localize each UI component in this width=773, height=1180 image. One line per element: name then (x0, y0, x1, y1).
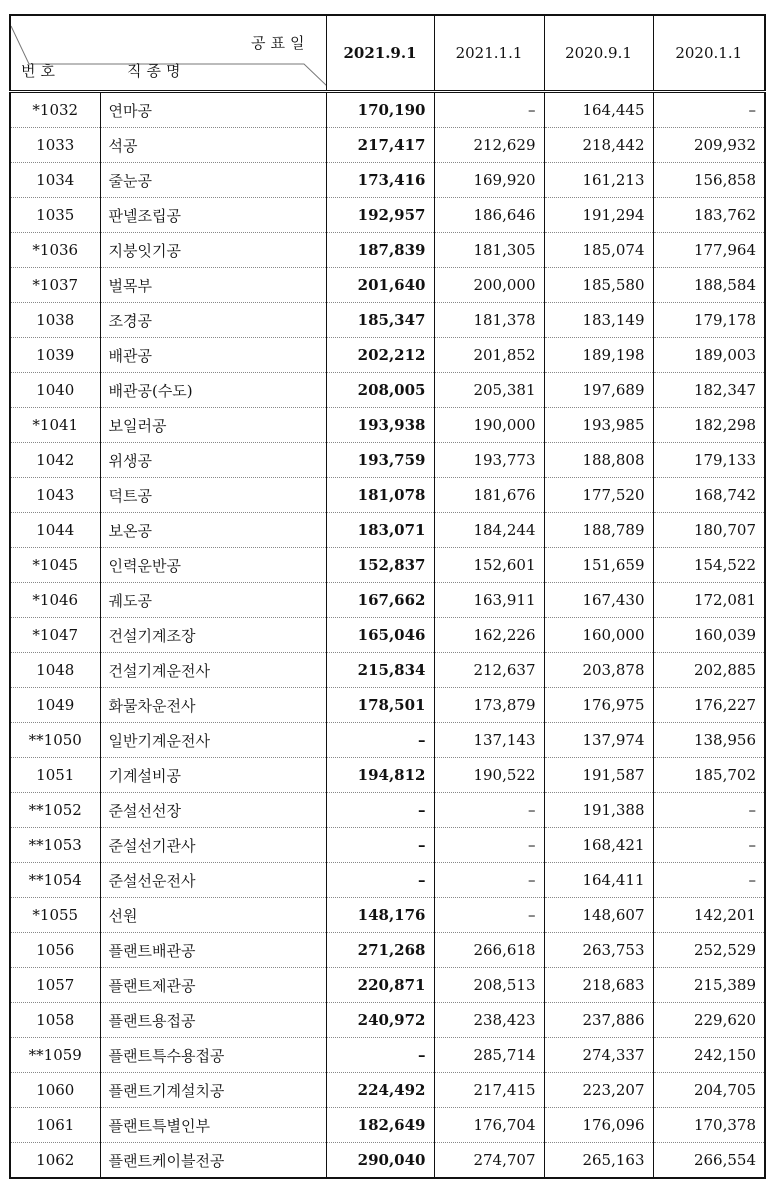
wage-cell: 240,972 (326, 1003, 434, 1038)
job-name-cell: 플랜트배관공 (100, 933, 326, 968)
wage-cell: 152,837 (326, 548, 434, 583)
table-row (10, 198, 765, 233)
wage-cell: 193,773 (434, 443, 544, 478)
wage-cell: 212,637 (434, 653, 544, 688)
wage-cell: 218,683 (544, 968, 653, 1003)
job-name-cell: 보일러공 (100, 408, 326, 443)
code-cell: 1044 (10, 513, 100, 548)
wage-cell: 223,207 (544, 1073, 653, 1108)
job-name-cell: 기계설비공 (100, 758, 326, 793)
wage-cell: – (326, 793, 434, 828)
wage-cell: 185,702 (653, 758, 765, 793)
code-cell: **1054 (10, 863, 100, 898)
wage-cell: 208,005 (326, 373, 434, 408)
table-row (10, 968, 765, 1003)
column-header-date: 2020.9.1 (544, 15, 653, 92)
wage-cell: 138,956 (653, 723, 765, 758)
wage-cell: 263,753 (544, 933, 653, 968)
wage-cell: 176,227 (653, 688, 765, 723)
job-name-cell: 벌목부 (100, 268, 326, 303)
wage-cell: 191,388 (544, 793, 653, 828)
wage-table (9, 14, 766, 1179)
wage-cell: 238,423 (434, 1003, 544, 1038)
code-cell: 1035 (10, 198, 100, 233)
column-header-date: 2021.9.1 (326, 15, 434, 92)
wage-cell: 188,789 (544, 513, 653, 548)
table-row (10, 1108, 765, 1143)
wage-cell: 148,607 (544, 898, 653, 933)
wage-cell: 201,852 (434, 338, 544, 373)
code-cell: *1041 (10, 408, 100, 443)
wage-cell: 252,529 (653, 933, 765, 968)
wage-cell: 160,039 (653, 618, 765, 653)
job-name-cell: 줄눈공 (100, 163, 326, 198)
wage-cell: 170,190 (326, 92, 434, 128)
wage-cell: 217,415 (434, 1073, 544, 1108)
wage-cell: – (434, 92, 544, 128)
wage-cell: 179,178 (653, 303, 765, 338)
job-name-cell: 준설선운전사 (100, 863, 326, 898)
wage-cell: 170,378 (653, 1108, 765, 1143)
job-name-cell: 플랜트특수용접공 (100, 1038, 326, 1073)
header-row (10, 15, 765, 92)
table-row (10, 758, 765, 793)
wage-cell: 188,584 (653, 268, 765, 303)
code-cell: *1045 (10, 548, 100, 583)
wage-cell: 178,501 (326, 688, 434, 723)
wage-cell: 182,347 (653, 373, 765, 408)
wage-cell: – (653, 863, 765, 898)
wage-cell: 181,378 (434, 303, 544, 338)
wage-cell: 188,808 (544, 443, 653, 478)
wage-cell: 237,886 (544, 1003, 653, 1038)
wage-cell: 215,389 (653, 968, 765, 1003)
wage-cell: 180,707 (653, 513, 765, 548)
wage-cell: 168,742 (653, 478, 765, 513)
wage-cell: 185,074 (544, 233, 653, 268)
wage-cell: 220,871 (326, 968, 434, 1003)
wage-cell: 290,040 (326, 1143, 434, 1179)
code-cell: **1053 (10, 828, 100, 863)
wage-cell: – (326, 828, 434, 863)
code-cell: *1032 (10, 92, 100, 128)
wage-cell: 208,513 (434, 968, 544, 1003)
wage-cell: 209,932 (653, 128, 765, 163)
corner-label-number: 번호 (21, 62, 60, 80)
wage-cell: 169,920 (434, 163, 544, 198)
code-cell: 1049 (10, 688, 100, 723)
table-row (10, 338, 765, 373)
wage-cell: 266,554 (693, 1151, 756, 1169)
job-name-cell: 플랜트특별인부 (100, 1108, 326, 1143)
wage-cell: 204,705 (653, 1073, 765, 1108)
wage-cell: 274,337 (544, 1038, 653, 1073)
table-row (10, 443, 765, 478)
wage-cell: – (653, 828, 765, 863)
job-name-cell: 석공 (100, 128, 326, 163)
wage-cell: 156,858 (653, 163, 765, 198)
wage-cell: 190,522 (434, 758, 544, 793)
wage-cell: 285,714 (434, 1038, 544, 1073)
wage-cell: 193,985 (544, 408, 653, 443)
table-row (10, 793, 765, 828)
wage-cell: 202,212 (326, 338, 434, 373)
wage-cell: 172,081 (653, 583, 765, 618)
code-cell: 1039 (10, 338, 100, 373)
table-row (10, 898, 765, 933)
wage-cell: – (434, 898, 544, 933)
wage-cell: 137,974 (544, 723, 653, 758)
code-cell: *1055 (10, 898, 100, 933)
wage-cell: – (434, 828, 544, 863)
wage-cell: 162,226 (434, 618, 544, 653)
code-cell: *1036 (10, 233, 100, 268)
wage-cell: 202,885 (653, 653, 765, 688)
wage-cell: 187,839 (326, 233, 434, 268)
table-row (10, 1143, 765, 1179)
table-row (10, 92, 765, 128)
wage-cell: 205,381 (434, 373, 544, 408)
code-cell: 1034 (10, 163, 100, 198)
job-name-cell: 지붕잇기공 (100, 233, 326, 268)
job-name-cell: 선원 (100, 898, 326, 933)
wage-cell: 182,649 (326, 1108, 434, 1143)
code-cell: 1042 (10, 443, 100, 478)
column-header-date: 2020.1.1 (653, 15, 765, 92)
code-cell: *1046 (10, 583, 100, 618)
wage-cell: 163,911 (434, 583, 544, 618)
wage-cell: 167,662 (326, 583, 434, 618)
table-row (10, 128, 765, 163)
job-name-cell: 판넬조립공 (100, 198, 326, 233)
table-row (10, 303, 765, 338)
code-cell: 1058 (10, 1003, 100, 1038)
wage-cell: 186,646 (434, 198, 544, 233)
wage-cell: 181,305 (434, 233, 544, 268)
wage-cell: 151,659 (544, 548, 653, 583)
wage-cell: 215,834 (326, 653, 434, 688)
wage-cell: 183,071 (326, 513, 434, 548)
wage-cell: 183,762 (653, 198, 765, 233)
wage-cell: 192,957 (326, 198, 434, 233)
code-cell: **1050 (10, 723, 100, 758)
wage-cell: 224,492 (326, 1073, 434, 1108)
code-cell: *1047 (10, 618, 100, 653)
code-cell: 1048 (10, 653, 100, 688)
job-name-cell: 보온공 (100, 513, 326, 548)
code-cell: 1056 (10, 933, 100, 968)
job-name-cell: 위생공 (100, 443, 326, 478)
job-name-cell: 덕트공 (100, 478, 326, 513)
job-name-cell: 플랜트제관공 (100, 968, 326, 1003)
wage-cell: 212,629 (434, 128, 544, 163)
wage-cell: 191,587 (544, 758, 653, 793)
table-row (10, 548, 765, 583)
wage-cell: – (653, 92, 765, 128)
table-row (10, 828, 765, 863)
table-row (10, 513, 765, 548)
wage-cell: 201,640 (326, 268, 434, 303)
wage-cell: 164,445 (544, 92, 653, 128)
code-cell: 1038 (10, 303, 100, 338)
wage-cell: 182,298 (653, 408, 765, 443)
wage-cell: 190,000 (434, 408, 544, 443)
wage-cell: 154,522 (653, 548, 765, 583)
wage-cell: 152,601 (434, 548, 544, 583)
code-cell: 1043 (10, 478, 100, 513)
wage-cell: 193,938 (326, 408, 434, 443)
wage-cell: 168,421 (544, 828, 653, 863)
wage-cell: 197,689 (544, 373, 653, 408)
wage-cell: – (653, 793, 765, 828)
wage-cell: – (326, 723, 434, 758)
table-row (10, 478, 765, 513)
table-row (10, 933, 765, 968)
table-row (10, 583, 765, 618)
job-name-cell: 궤도공 (100, 583, 326, 618)
job-name-cell: 배관공(수도) (100, 373, 326, 408)
job-name-cell: 일반기계운전사 (100, 723, 326, 758)
table-row (10, 863, 765, 898)
wage-cell: 218,442 (544, 128, 653, 163)
wage-cell: 173,416 (326, 163, 434, 198)
table-row (10, 1003, 765, 1038)
job-name-cell: 연마공 (100, 92, 326, 128)
wage-cell: 137,143 (434, 723, 544, 758)
corner-label-job-name: 직종명 (127, 62, 186, 80)
wage-cell: 200,000 (434, 268, 544, 303)
wage-cell: 229,620 (653, 1003, 765, 1038)
wage-cell: 183,149 (544, 303, 653, 338)
wage-cell: 181,078 (326, 478, 434, 513)
table-row (10, 618, 765, 653)
job-name-cell: 조경공 (100, 303, 326, 338)
job-name-cell: 플랜트용접공 (100, 1003, 326, 1038)
code-cell: **1059 (10, 1038, 100, 1073)
job-name-cell: 건설기계조장 (100, 618, 326, 653)
wage-cell: 179,133 (653, 443, 765, 478)
table-row (10, 688, 765, 723)
table-row (10, 233, 765, 268)
wage-cell: 176,975 (544, 688, 653, 723)
table-row (10, 1038, 765, 1073)
table-row (10, 163, 765, 198)
column-header-date: 2021.1.1 (434, 15, 544, 92)
wage-cell: – (434, 863, 544, 898)
wage-cell: – (326, 1038, 434, 1073)
job-name-cell: 플랜트기계설치공 (100, 1073, 326, 1108)
wage-cell: 271,268 (326, 933, 434, 968)
wage-cell: 176,096 (544, 1108, 653, 1143)
job-name-cell: 준설선선장 (100, 793, 326, 828)
job-name-cell: 인력운반공 (100, 548, 326, 583)
job-name-cell: 화물차운전사 (100, 688, 326, 723)
wage-cell: 165,046 (326, 618, 434, 653)
wage-cell: 217,417 (326, 128, 434, 163)
wage-cell: 142,201 (653, 898, 765, 933)
job-name-cell: 준설선기관사 (100, 828, 326, 863)
wage-cell: 274,707 (434, 1143, 544, 1179)
wage-cell: 185,580 (544, 268, 653, 303)
table-row (10, 653, 765, 688)
table-row (10, 1073, 765, 1108)
job-name-cell: 플랜트케이블전공 (100, 1143, 326, 1179)
wage-cell: 265,163 (544, 1143, 653, 1179)
corner-label-announce-date: 공표일 (251, 34, 310, 52)
wage-cell: 185,347 (326, 303, 434, 338)
wage-cell: 193,759 (326, 443, 434, 478)
wage-cell: 176,704 (434, 1108, 544, 1143)
code-cell: 1051 (10, 758, 100, 793)
table-row (10, 408, 765, 443)
wage-cell: 181,676 (434, 478, 544, 513)
code-cell: 1057 (10, 968, 100, 1003)
table-row (10, 268, 765, 303)
wage-cell: 189,003 (653, 338, 765, 373)
wage-cell: 167,430 (544, 583, 653, 618)
corner-header-cell (10, 15, 326, 92)
wage-cell: 194,812 (326, 758, 434, 793)
code-cell: 1040 (10, 373, 100, 408)
code-cell: **1052 (10, 793, 100, 828)
wage-cell: 191,294 (544, 198, 653, 233)
code-cell: 1033 (10, 128, 100, 163)
table-row (10, 723, 765, 758)
code-cell: 1062 (10, 1143, 100, 1179)
wage-cell: – (326, 863, 434, 898)
wage-cell: 189,198 (544, 338, 653, 373)
wage-cell: 164,411 (544, 863, 653, 898)
code-cell: 1061 (10, 1108, 100, 1143)
wage-cell: 173,879 (434, 688, 544, 723)
wage-cell: 203,878 (544, 653, 653, 688)
table-row (10, 373, 765, 408)
job-name-cell: 배관공 (100, 338, 326, 373)
wage-cell: 177,520 (544, 478, 653, 513)
wage-cell: 160,000 (544, 618, 653, 653)
code-cell: *1037 (10, 268, 100, 303)
job-name-cell: 건설기계운전사 (100, 653, 326, 688)
wage-cell: 184,244 (434, 513, 544, 548)
wage-cell: 148,176 (326, 898, 434, 933)
wage-cell: 242,150 (653, 1038, 765, 1073)
wage-cell: 266,618 (434, 933, 544, 968)
code-cell: 1060 (10, 1073, 100, 1108)
table-body (10, 92, 765, 1179)
wage-cell: 161,213 (544, 163, 653, 198)
wage-cell: 177,964 (653, 233, 765, 268)
wage-cell: – (434, 793, 544, 828)
